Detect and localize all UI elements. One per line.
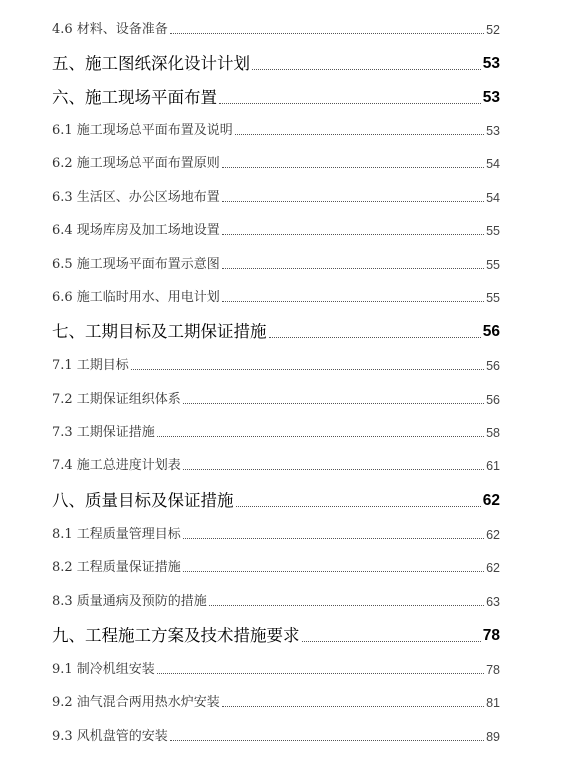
toc-entry-page: 89 — [486, 730, 500, 744]
toc-entry[interactable] — [52, 358, 500, 374]
dot-leader — [222, 706, 484, 707]
toc-entry-label: 八、质量目标及保证措施 — [52, 491, 234, 510]
toc-entry[interactable] — [52, 290, 500, 306]
toc-entry-label: 6.6 施工临时用水、用电计划 — [52, 290, 220, 305]
toc-entry-page: 56 — [486, 359, 500, 373]
toc-entry-label: 6.3 生活区、办公区场地布置 — [52, 190, 220, 205]
toc-entry[interactable] — [52, 88, 500, 108]
toc-entry-label: 9.1 制冷机组安装 — [52, 662, 155, 677]
toc-entry-label: 9.3 风机盘管的安装 — [52, 729, 168, 744]
toc-entry[interactable] — [52, 257, 500, 273]
toc-entry[interactable] — [52, 223, 500, 239]
toc-entry-label: 九、工程施工方案及技术措施要求 — [52, 626, 300, 645]
toc-entry[interactable] — [52, 527, 500, 543]
toc-entry-label: 6.4 现场库房及加工场地设置 — [52, 223, 220, 238]
dot-leader — [157, 436, 484, 437]
dot-leader — [183, 469, 484, 470]
toc-entry-label: 8.1 工程质量管理目标 — [52, 527, 181, 542]
dot-leader — [222, 268, 484, 269]
toc-entry-label: 五、施工图纸深化设计计划 — [52, 54, 250, 73]
toc-entry-label: 8.2 工程质量保证措施 — [52, 560, 181, 575]
dot-leader — [183, 403, 484, 404]
toc-entry[interactable] — [52, 626, 500, 646]
toc-entry[interactable] — [52, 425, 500, 441]
toc-entry-label: 8.3 质量通病及预防的措施 — [52, 594, 207, 609]
dot-leader — [222, 201, 484, 202]
dot-leader — [219, 103, 481, 104]
toc-entry-label: 7.3 工期保证措施 — [52, 425, 155, 440]
dot-leader — [222, 167, 484, 168]
toc-entry-label: 6.5 施工现场平面布置示意图 — [52, 257, 220, 272]
toc-entry-page: 55 — [486, 258, 500, 272]
toc-entry[interactable] — [52, 123, 500, 139]
dot-leader — [131, 369, 484, 370]
toc-entry[interactable] — [52, 190, 500, 206]
toc-entry[interactable] — [52, 458, 500, 474]
dot-leader — [252, 69, 481, 70]
dot-leader — [209, 605, 484, 606]
toc-entry-page: 56 — [486, 393, 500, 407]
toc-entry-page: 58 — [486, 426, 500, 440]
toc-entry-page: 63 — [486, 595, 500, 609]
toc-entry-label: 6.1 施工现场总平面布置及说明 — [52, 123, 233, 138]
toc-entry[interactable] — [52, 22, 500, 38]
toc-entry[interactable] — [52, 54, 500, 74]
dot-leader — [170, 33, 484, 34]
toc-entry-page: 78 — [486, 663, 500, 677]
toc-entry-page: 52 — [486, 23, 500, 37]
toc-entry[interactable] — [52, 156, 500, 172]
toc-entry[interactable] — [52, 662, 500, 678]
toc-entry-label: 7.1 工期目标 — [52, 358, 129, 373]
toc-entry-page: 55 — [486, 291, 500, 305]
toc-entry[interactable] — [52, 729, 500, 745]
toc-entry-page: 56 — [482, 323, 500, 340]
dot-leader — [236, 506, 481, 507]
toc-entry-page: 61 — [486, 459, 500, 473]
toc-entry[interactable] — [52, 322, 500, 342]
toc-entry-page: 81 — [486, 696, 500, 710]
dot-leader — [170, 740, 484, 741]
dot-leader — [302, 641, 481, 642]
toc-entry-label: 9.2 油气混合两用热水炉安装 — [52, 695, 220, 710]
toc-entry-label: 六、施工现场平面布置 — [52, 88, 217, 107]
dot-leader — [183, 571, 484, 572]
dot-leader — [157, 673, 484, 674]
toc-entry-label: 7.4 施工总进度计划表 — [52, 458, 181, 473]
toc-entry-page: 53 — [482, 55, 500, 72]
toc-entry-page: 53 — [486, 124, 500, 138]
dot-leader — [222, 234, 484, 235]
dot-leader — [269, 337, 481, 338]
dot-leader — [235, 134, 484, 135]
toc-entry-page: 62 — [482, 492, 500, 509]
toc-entry-label: 4.6 材料、设备准备 — [52, 22, 168, 37]
toc-entry-label: 七、工期目标及工期保证措施 — [52, 322, 267, 341]
toc-entry[interactable] — [52, 491, 500, 511]
toc-entry[interactable] — [52, 392, 500, 408]
toc-entry-page: 54 — [486, 191, 500, 205]
toc-entry-page: 62 — [486, 528, 500, 542]
toc-entry[interactable] — [52, 695, 500, 711]
toc-entry[interactable] — [52, 560, 500, 576]
toc-entry-page: 78 — [482, 627, 500, 644]
dot-leader — [222, 301, 484, 302]
dot-leader — [183, 538, 484, 539]
toc-entry-label: 6.2 施工现场总平面布置原则 — [52, 156, 220, 171]
toc-entry-page: 54 — [486, 157, 500, 171]
toc-entry-page: 53 — [482, 89, 500, 106]
toc-entry-label: 7.2 工期保证组织体系 — [52, 392, 181, 407]
toc-entry-page: 62 — [486, 561, 500, 575]
toc-entry-page: 55 — [486, 224, 500, 238]
toc-entry[interactable] — [52, 594, 500, 610]
